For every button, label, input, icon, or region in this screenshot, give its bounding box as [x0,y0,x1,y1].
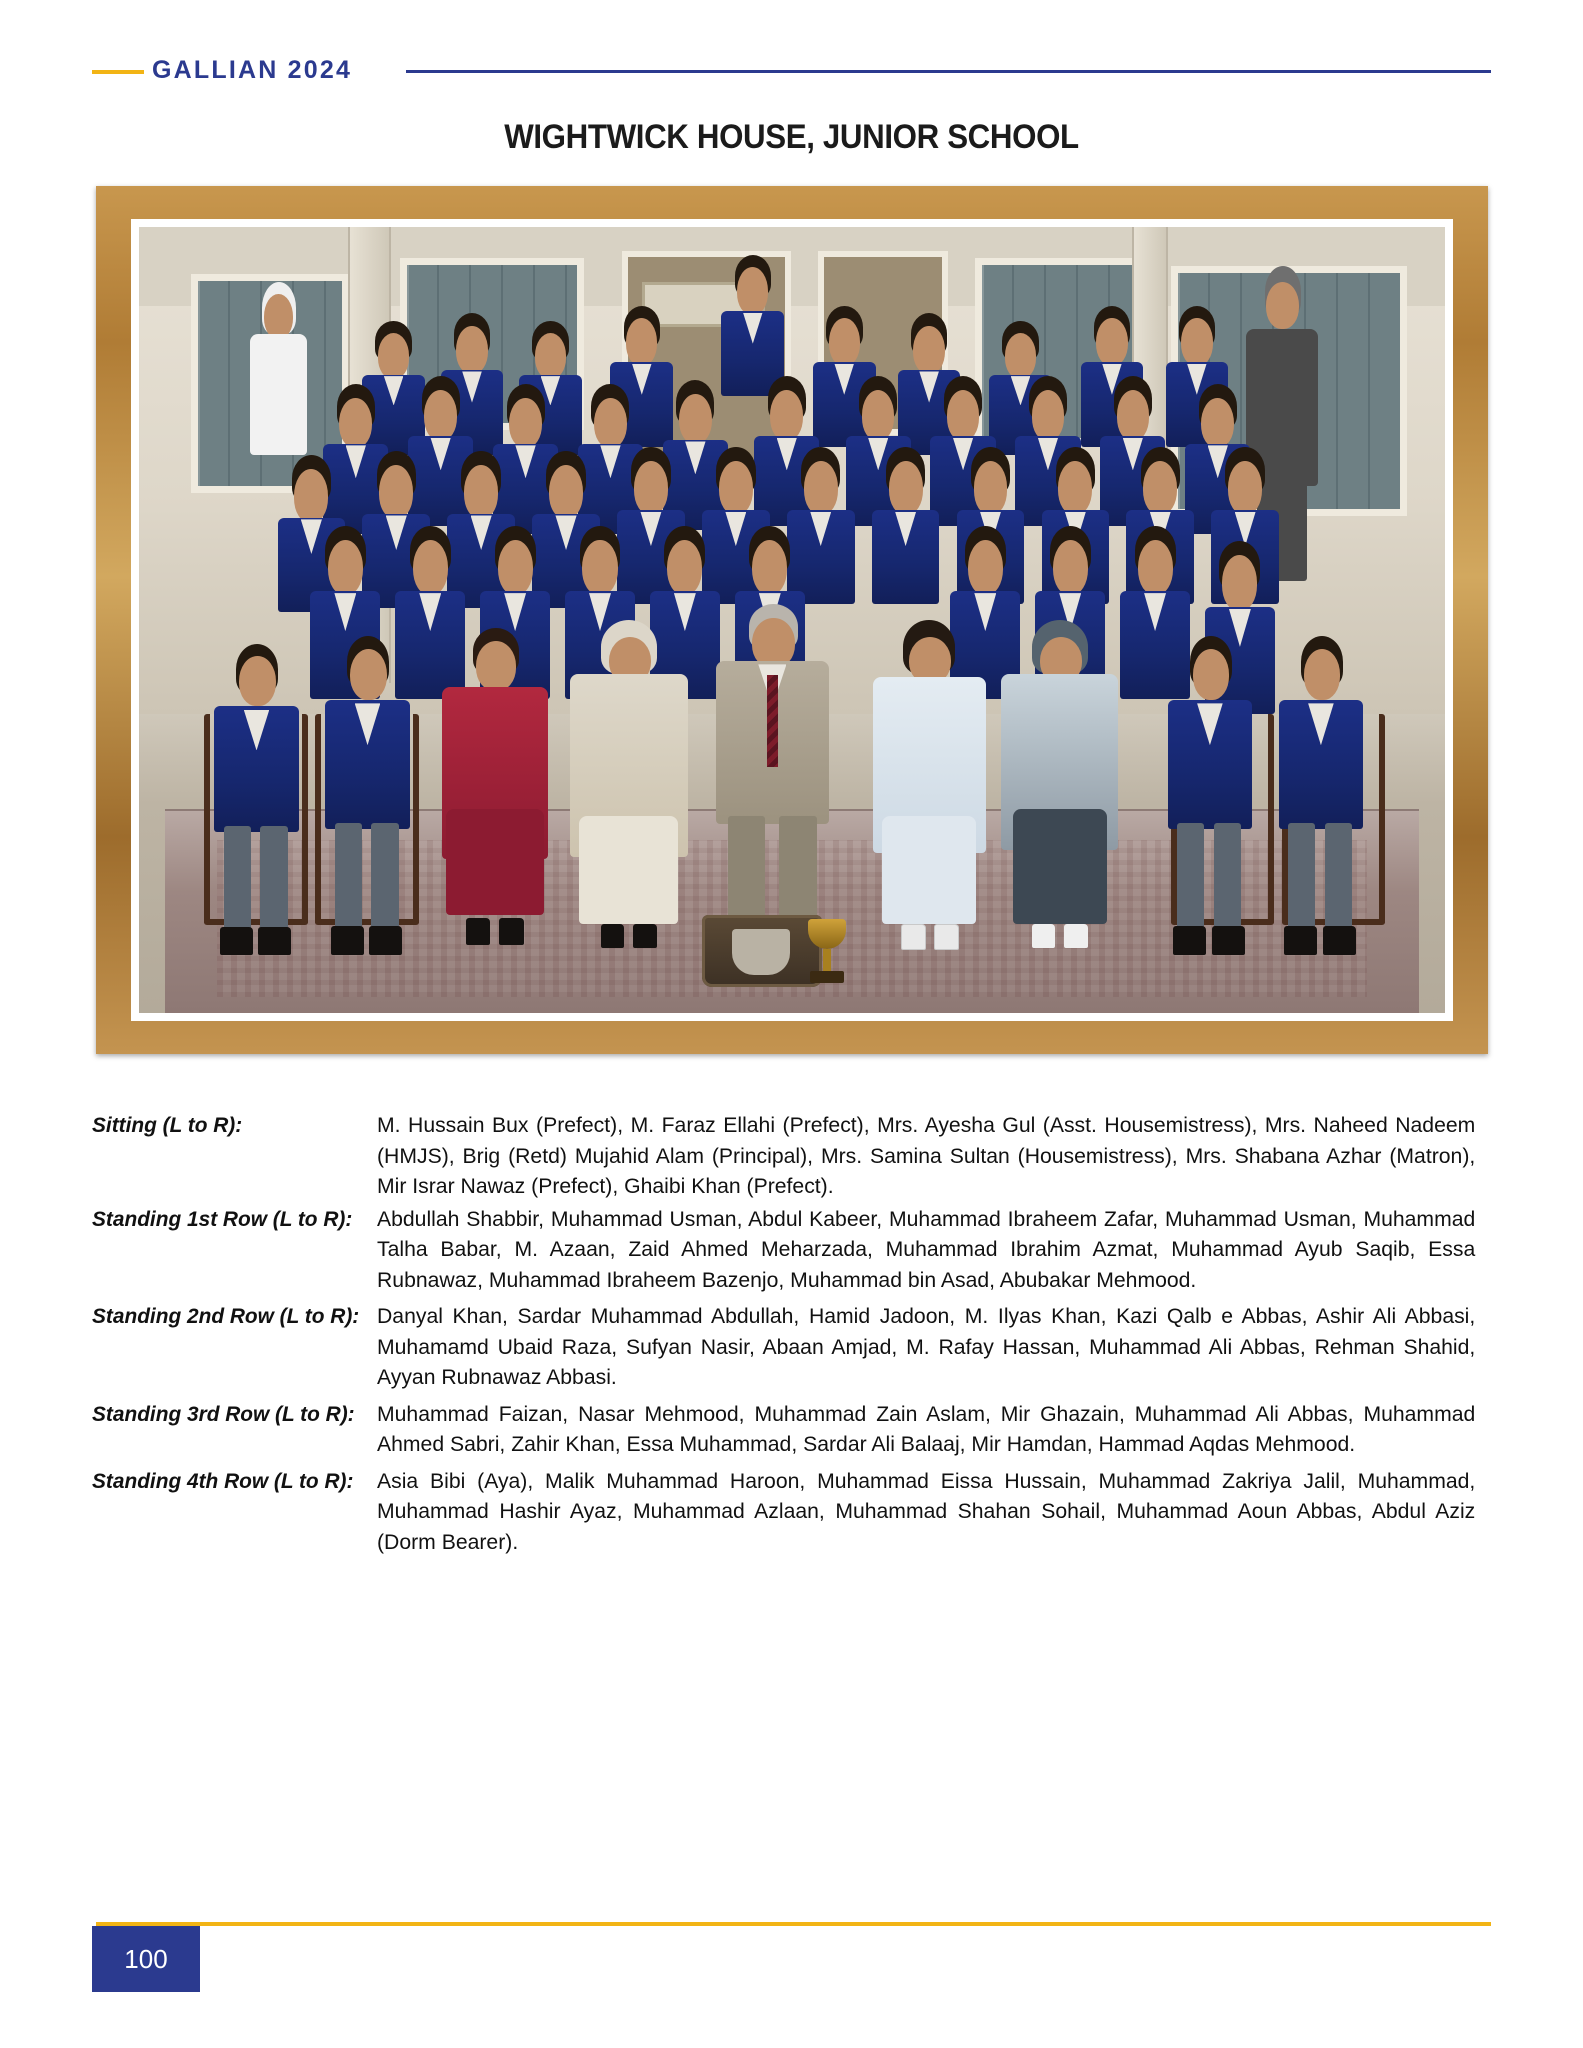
caption-row-standing-4 [92,1466,1492,1558]
back-row-student [720,255,785,396]
sitting-principal [714,604,832,958]
sitting-asst-housemistress [439,628,550,958]
page-number: 100 [124,1944,168,1974]
sitting-prefect-4 [1275,636,1366,958]
caption-text: Asia Bibi (Aya), Malik Muhammad Haroon, Muhammad Eissa Hussain, Muhammad Zakriya Jalil, Muhammad, Muhammad Hashir Ayaz, Muhammad Azlaan, Muhammad Shahan Sohail, Muhammad Aoun Abbas, Abdul Aziz (Dorm Bearer). [377,1468,1476,1554]
caption-label: Standing 4th Row (L to R): [92,1468,354,1493]
caption-row-standing-2 [92,1301,1492,1393]
photo-caption [92,1110,1492,1563]
sitting-hmjs [570,620,688,958]
sitting-matron [1001,620,1119,958]
caption-row-sitting [92,1110,1492,1202]
caption-text: M. Hussain Bux (Prefect), M. Faraz Ellahi (Prefect), Mrs. Ayesha Gul (Asst. Housemistress), Mrs. Naheed Nadeem (HMJS), Brig (Retd) Mujahid Alam (Principal), Mrs. Samina Sultan (Housemistress), Mrs. Shabana Azhar (Matron), Mir Israr Nawaz (Prefect), Ghaibi Khan (Prefect). [377,1113,1476,1199]
caption-label: Standing 2nd Row (L to R): [92,1304,360,1329]
page-title: WIGHTWICK HOUSE, JUNIOR SCHOOL [504,118,1079,156]
header-rule-right [406,70,1491,73]
caption-label: Standing 1st Row (L to R): [92,1206,353,1231]
sitting-prefect-2 [322,636,413,958]
header-rule-left [92,70,144,74]
photo-mat [131,219,1453,1021]
magazine-brand: GALLIAN 2024 [152,56,353,84]
sitting-prefect-3 [1164,636,1255,958]
photo-frame [96,186,1488,1054]
sitting-housemistress [870,620,988,958]
trophy [804,913,850,991]
caption-row-standing-3 [92,1399,1492,1460]
caption-label: Standing 3rd Row (L to R): [92,1401,355,1426]
caption-label: Sitting (L to R): [92,1113,243,1137]
caption-text: Muhammad Faizan, Nasar Mehmood, Muhammad Zain Aslam, Mir Ghazain, Muhammad Ali Abbas, Muhammad Ahmed Sabri, Zahir Khan, Essa Muhammad, Sardar Ali Balaaj, Mir Hamdan, Hammad Aqdas Mehmood. [377,1401,1476,1457]
page-header [0,56,1583,86]
group-photograph [139,227,1445,1013]
caption-text: Danyal Khan, Sardar Muhammad Abdullah, Hamid Jadoon, M. Ilyas Khan, Kazi Qalb e Abbas, Ashir Ali Abbasi, Muhamamd Ubaid Raza, Sufyan Nasir, Abaan Amjad, M. Rafay Hassan, Muhammad Ali Abbas, Rehman Shahid, Ayyan Rubnawaz Abbasi. [377,1304,1476,1390]
caption-text: Abdullah Shabbir, Muhammad Usman, Abdul Kabeer, Muhammad Ibraheem Zafar, Muhammad Usman, Muhammad Talha Babar, M. Azaan, Zaid Ahmed Meharzada, Muhammad Ibrahim Azmat, Muhammad Ayub Saqib, Essa Rubnawaz, Muhammad Ibraheem Bazenjo, Muhammad bin Asad, Abubakar Mehmood. [377,1206,1476,1292]
back-row-person [246,282,311,455]
footer-rule [96,1922,1491,1926]
caption-row-standing-1 [92,1204,1492,1296]
second-row-student [870,447,941,604]
sitting-prefect-1 [211,644,302,958]
